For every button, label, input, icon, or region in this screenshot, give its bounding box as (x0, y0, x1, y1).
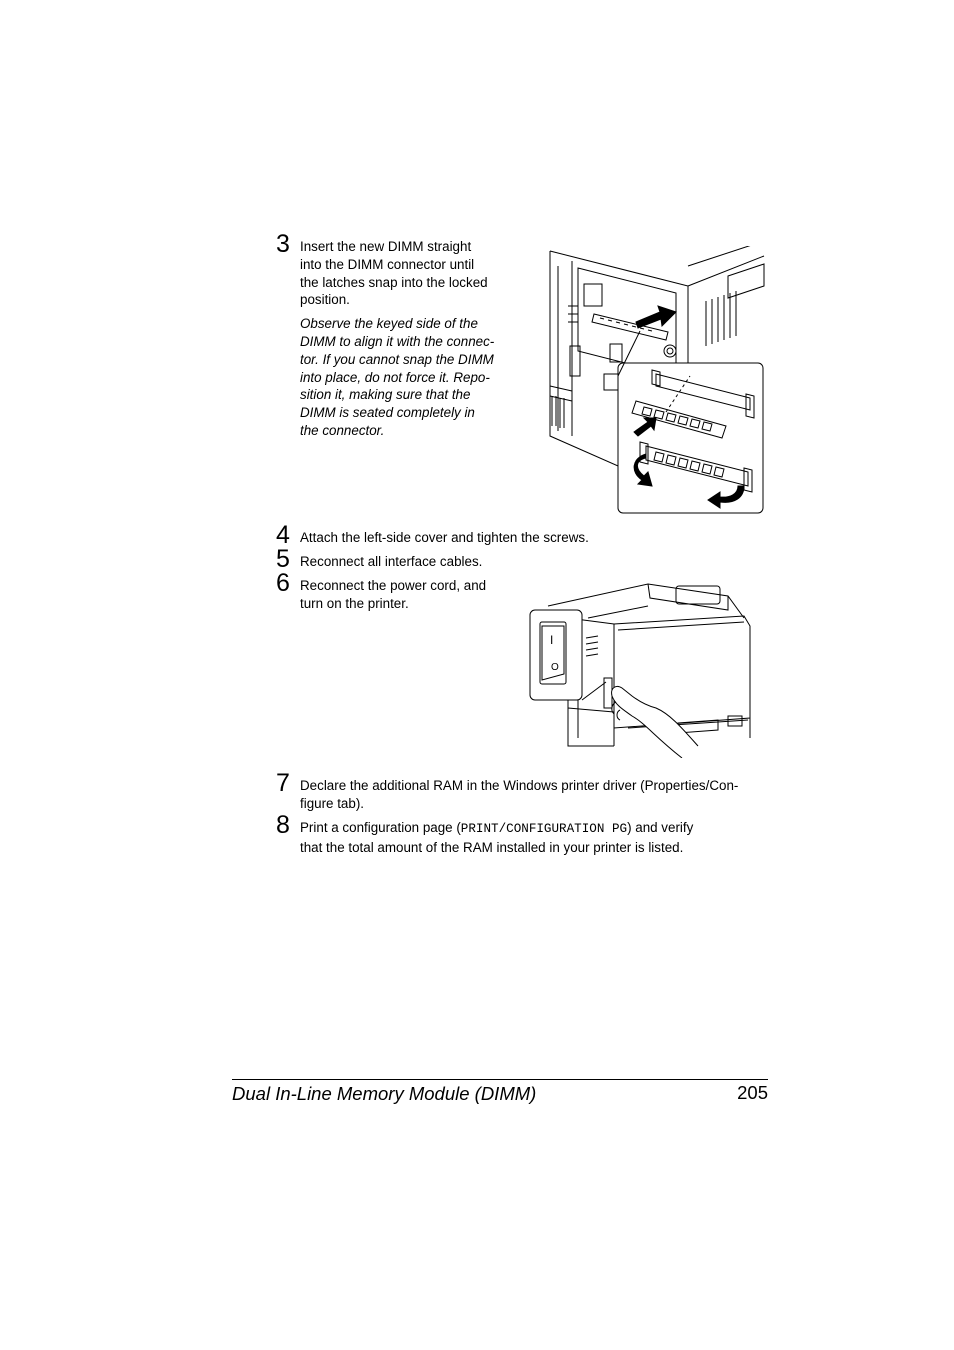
text-line: figure tab). (300, 795, 365, 811)
power-switch-illustration (528, 578, 758, 758)
text-line: into the DIMM connector until (300, 256, 475, 272)
note-line: DIMM to align it with the connec- (300, 333, 495, 349)
step-text (300, 577, 530, 613)
text-line: turn on the printer. (300, 595, 409, 611)
text-line: that the total amount of the RAM installed in your printer is listed. (300, 839, 684, 855)
note-line: into place, do not force it. Repo- (300, 369, 490, 385)
step-text (300, 553, 760, 571)
text-line: Attach the left-side cover and tighten the screws. (300, 530, 589, 545)
step-text (300, 529, 760, 547)
page-number: 205 (737, 1082, 768, 1103)
text-line: Reconnect the power cord, and (300, 578, 487, 593)
menu-path-code: PRINT/CONFIGURATION PG (460, 822, 628, 836)
text-line: Declare the additional RAM in the Windows printer driver (Properties/Con- (300, 778, 739, 793)
step-number: 3 (276, 230, 290, 258)
text-line: Reconnect all interface cables. (300, 554, 483, 569)
text-segment: Print a configuration page ( (300, 820, 461, 835)
step-text (300, 777, 770, 813)
step-number: 6 (276, 569, 290, 597)
text-line (300, 819, 770, 839)
text-line: Insert the new DIMM straight (300, 239, 472, 254)
switch-on-symbol: I (550, 633, 554, 647)
text-line: the latches snap into the locked (300, 274, 488, 290)
footer-title: Dual In-Line Memory Module (DIMM) (232, 1083, 537, 1104)
step-number: 5 (276, 545, 290, 573)
note-line: sition it, making sure that the (300, 387, 471, 403)
step-number: 4 (276, 521, 290, 549)
note-line: the connector. (300, 422, 385, 438)
note-line: DIMM is seated completely in (300, 405, 475, 421)
step-number: 7 (276, 769, 290, 797)
footer-rule (232, 1079, 768, 1080)
step-text (300, 819, 770, 857)
dimm-insertion-illustration (548, 246, 766, 516)
step-number: 8 (276, 811, 290, 839)
text-line: position. (300, 292, 350, 308)
step-note (300, 315, 530, 440)
step-text (300, 238, 530, 440)
switch-off-symbol: O (551, 662, 559, 673)
note-line: Observe the keyed side of the (300, 316, 478, 332)
note-line: tor. If you cannot snap the DIMM (300, 351, 494, 367)
text-segment: ) and verify (627, 820, 694, 835)
